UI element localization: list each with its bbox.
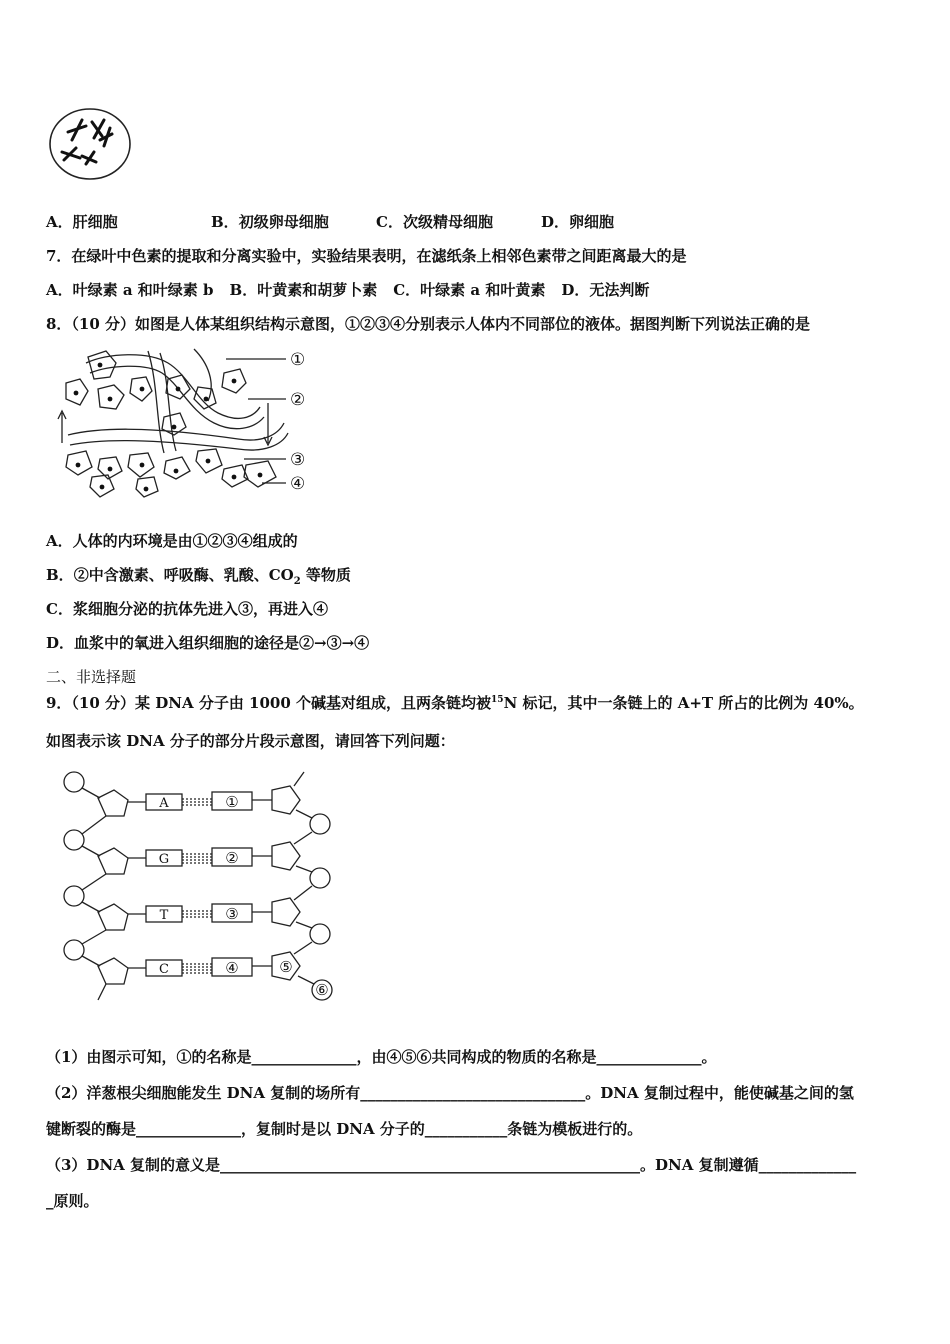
base-c: C <box>159 962 169 977</box>
q9-part-3-line-2: _原则。 <box>46 1192 99 1210</box>
label-6: ⑥ <box>315 981 329 999</box>
base-a: A <box>159 796 169 811</box>
tissue-label-4: ④ <box>290 474 306 494</box>
pair-label-3: ③ <box>225 905 239 923</box>
chromosome-cell-figure <box>46 104 136 184</box>
q8-option-d[interactable]: D．血浆中的氧进入组织细胞的途径是②→③→④ <box>46 634 370 652</box>
pair-label-4: ④ <box>225 959 239 977</box>
q7-option-c[interactable]: C．叶绿素 a 和叶黄素 <box>393 281 546 299</box>
q8-option-a[interactable]: A．人体的内环境是由①②③④组成的 <box>46 532 298 550</box>
q6-option-a[interactable]: A．肝细胞 <box>46 213 118 231</box>
tissue-label-2: ② <box>290 390 306 410</box>
pair-label-2: ② <box>225 849 239 867</box>
base-g: G <box>158 852 170 867</box>
q9-part-2-line-2: 键断裂的酶是______________，复制时是以 DNA 分子的___________条链为模板进行的。 <box>46 1120 643 1138</box>
q9-part-2-line-1: （2）洋葱根尖细胞能发生 DNA 复制的场所有______________________________。DNA 复制过程中，能使碱基之间的氢 <box>46 1084 854 1102</box>
q8-option-b[interactable]: B．②中含激素、呼吸酶、乳酸、$CO_2$ 等物质 <box>46 566 351 587</box>
tissue-label-1: ① <box>290 350 306 370</box>
label-5: ⑤ <box>279 958 293 976</box>
q8-stem: 8．（10 分）如图是人体某组织结构示意图，①②③④分别表示人体内不同部位的液体。据图判断下列说法正确的是 <box>46 315 811 333</box>
pair-label-1: ① <box>225 793 239 811</box>
base-t: T <box>159 908 169 923</box>
q8-option-c[interactable]: C．浆细胞分泌的抗体先进入③，再进入④ <box>46 600 328 618</box>
q7-option-a[interactable]: A．叶绿素 a 和叶绿素 b <box>46 281 214 299</box>
q7-options <box>46 279 649 300</box>
q6-options <box>46 211 614 232</box>
dna-fragment-figure <box>58 768 338 1004</box>
q9-part-1: （1）由图示可知，①的名称是______________，由④⑤⑥共同构成的物质的名称是______________。 <box>46 1048 717 1066</box>
section-heading: 二、非选择题 <box>46 668 137 686</box>
q9-stem-2: 如图表示该 DNA 分子的部分片段示意图，请回答下列问题： <box>46 732 455 750</box>
q6-option-b[interactable]: B．初级卵母细胞 <box>211 213 329 231</box>
tissue-structure-figure <box>48 343 320 505</box>
q6-option-d[interactable]: D．卵细胞 <box>541 213 615 231</box>
q9-part-3-line-1: （3）DNA 复制的意义是________________________________________________________。DNA 复制遵循_____________ <box>46 1156 857 1174</box>
q7-option-d[interactable]: D．无法判断 <box>561 281 650 299</box>
q9-stem: 9．（10 分）某 DNA 分子由 1000 个碱基对组成，且两条链均被$^{15}$N 标记，其中一条链上的 A+T 所占的比例为 40%。 <box>46 694 864 712</box>
q7-option-b[interactable]: B．叶黄素和胡萝卜素 <box>229 281 378 299</box>
q7-stem: 7．在绿叶中色素的提取和分离实验中，实验结果表明，在滤纸条上相邻色素带之间距离最大的是 <box>46 247 687 265</box>
q6-option-c[interactable]: C．次级精母细胞 <box>376 213 493 231</box>
tissue-label-3: ③ <box>290 450 306 470</box>
